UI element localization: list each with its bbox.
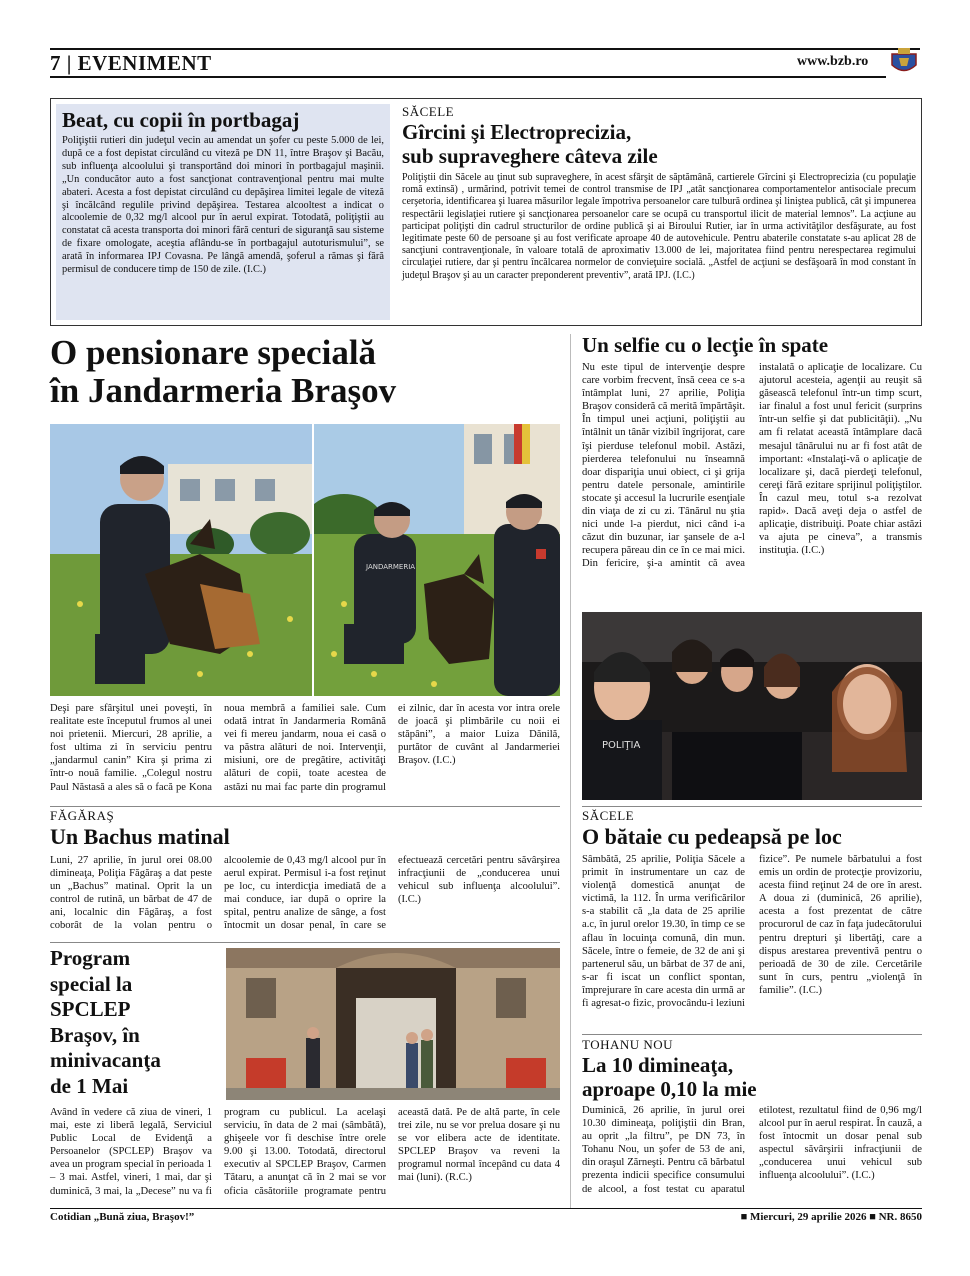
article-spclep-title	[50, 946, 222, 1102]
article-tohanu-body: Duminică, 26 aprilie, în jurul orei 10.30 dimineaţa, poliţiştii din Bran, au oprit „la filtru”, pe DN 73, în Tohanu Nou, un şofer de 53 de ani, din oraşul Zărneşti. Pentru că bărbatul prezenta indicii specifice consumului de alcool, a fost testat cu aparatul etilotest, rezultatul fiind de 0,96 mg/l alcool pur în aerul respirat. În cauză, a fost întocmit un dosar penal sub aspectul săvârşirii infracţiunii de „conducerea unui vehicul sub influenţa alcoolului”. (I.C.)	[582, 1105, 922, 1195]
section-rule-tohanu	[582, 1034, 922, 1035]
article-pensionare-body: Deşi pare sfârşitul unei poveşti, în realitate este începutul frumos al unei noi prietenii. Miercuri, 28 aprilie, a fost ultima zi în serviciu pentru „jandarmul canin” Kira şi prima zi într-o nouă familie. „Colegul nostru Paul Năstasă a ales să o facă pe Kona noua membră a familiei sale. Cum odată intrat în Jandarmeria Română vei fi mereu jandarm, noua ei casă o va păstra alături de noi. Intervenţii, misiuni, ore de pregătire, activităţi alături de copii, toate acestea de astăzi nu mai fac parte din programul ei zilnic, dar în acesta vor intra orele de joacă şi plimbările cu noii ei stăpâni”, a maior Luiza Dănilă, purtător de cuvânt al Jandarmeriei Braşov. (I.C.)	[50, 703, 560, 793]
article-selfie-body: Nu este tipul de intervenţie despre care vorbim frecvent, însă ceea ce s-a întâmplat luni, 27 aprilie, Poliţia Braşov consideră că merită împărtăşit. În timpul unei acţiuni, poliţiştii au întâlnit un tânăr vizibil îngrijorat, care îşi pierduse telefonul mobil. Astăzi, pierderea telefonului nu înseamnă doar dispariţia unui obiect, ci şi grija pentru datele personale, amintirile stocate şi accesul la lucrurile esenţiale din viaţa de zi cu zi. Tânărul nu ştia nici unde l-a pierdut, nici când i-a căzut din buzunar, iar şansele de a-l recupera păreau din ce în ce mai mici. Din fericire, şi-a amintit că avea instalată o aplicaţie de localizare. Cu ajutorul acesteia, agenţii au reuşit să găsească telefonul într-un timp scurt, iar finalul a fost unul fericit (surprins într-un selfie şi dat publicităţii). „Nu am fi relatat această întâmplare dacă mesajul tânărului nu ar fi fost atât de important: «Instalaţi-vă o aplicaţie de localizare şi, dacă pierdeţi telefonul, cereţi fără ezitare sprijinul poliţiştilor. În cazul meu, totul s-a rezolvat rapid». Dacă aveţi deja o astfel de aplicaţie, distribuiţi. Poate chiar astăzi va ajuta pe cineva”, a transmis instituţia. (I.C.)	[582, 362, 922, 570]
article-bachus-body: Luni, 27 aprilie, în jurul orei 08.00 dimineaţa, Poliţia Făgăraş a dat peste un „Bachus” matinal. Oprit la un control de rutină, un bărbat de 47 de ani, localnic din Făgăraş, a fost coborât de la volan pentru o alcoolemie de 0,43 mg/l alcool pur în aerul expirat. Permisul i-a fost reţinut pe loc, cu interdicţia imediată de a mai conduce, iar după o oprire la spital, pentru analize de sânge, a fost întocmit un dosar penal, în care se efectuează cercetări pentru săvârşirea infracţiunii de „conducerea unui vehicul sub influenţa alcoolului”. (I.C.)	[50, 855, 560, 932]
article-bataie-kicker: SĂCELE	[582, 808, 635, 823]
page-header	[50, 48, 920, 78]
spclep-title-line-1: Program	[50, 946, 131, 970]
article-garcini-title-line2: sub supraveghere câteva zile	[402, 144, 658, 168]
website-url[interactable]: www.bzb.ro	[797, 54, 869, 69]
article-tohanu	[582, 1037, 922, 1207]
article-selfie	[582, 332, 922, 606]
page-number: 7	[50, 51, 61, 75]
coat-of-arms-logo	[888, 48, 920, 76]
column-divider-right	[570, 334, 571, 1208]
footer-rule	[50, 1208, 922, 1209]
photo-vest-label: POLIŢIA	[602, 740, 641, 751]
article-bachus-title: Un Bachus matinal	[50, 824, 230, 849]
police-selfie-photo	[582, 612, 922, 800]
article-tohanu-title-line1: La 10 dimineaţa,	[582, 1053, 734, 1077]
section-rule-spclep	[50, 942, 560, 943]
article-selfie-title: Un selfie cu o lecţie în spate	[582, 333, 829, 357]
article-beat-title: Beat, cu copii în portbagaj	[62, 108, 300, 132]
jandarmerie-dog-photo-right	[314, 424, 560, 696]
article-bataie-title: O bătaie cu pedeapsă pe loc	[582, 824, 842, 849]
article-tohanu-title-line2: aproape 0,10 la mie	[582, 1077, 757, 1101]
article-garcini-body: Poliţiştii din Săcele au ţinut sub supraveghere, în acest sfârşit de săptămână, cartierele Gîrcini şi Electroprecizia (cu populaţie romă extinsă) , urmărind, potrivit temei de control transmise de IPJ „atât sancţionarea comportamentelor antisociale precum cerşetoria, identificarea şi luarea măsurilor legale împotriva persoanelor care tulbură ordinea şi liniştea publică, cât şi impunerea respectării legislaţiei rutiere şi sancţionarea persoanelor care se ocupă cu transportul ilicit de material lemnos”. La acţiune au participat poliţişti din cadrul structurilor de ordine publică şi ai Biroului Rutier, iar în urma activităţilor desfăşurate, au fost legitimate peste 60 de persoane şi au fost verificate aproape 40 de autovehicule. Pentru abaterile constatate s-au aplicat 28 de sancţiuni contravenţionale, în valoare totală de aproximativ 13.000 de lei, majoritatea fiind pentru nerespectarea regimului circulaţiei rutiere, dar şi pentru încălcarea normelor de convieţuire socială. „Astfel de acţiuni se desfăşoară în mod constant în judeţul Braşov şi au un caracter preponderent preventiv”, arată IPJ. (I.C.)	[402, 172, 916, 281]
article-bachus-kicker: FĂGĂRAŞ	[50, 808, 115, 823]
spclep-title-line-3: SPCLEP	[50, 997, 131, 1021]
article-spclep-body: Având în vedere că ziua de vineri, 1 mai, este zi liberă legală, Serviciul Public Local de Evidenţă a Persoanelor (SPCLEP) Braşov va avea un program special în perioada 1 – 3 mai. Astfel, vineri, 1 mai, dar şi duminică, 3 mai, la „Decese” nu va fi program cu publicul. La acelaşi serviciu, în data de 2 mai (sâmbătă), ghişeele vor fi deschise între orele 9.00 şi 13.00. Totodată, directorul executiv al SPCLEP Braşov, Carmen Tătaru, a anunţat că în 2 mai se vor oficia căsătoriile programate pentru această dată. Pe de altă parte, în cele trei zile, nu se vor prelua dosare şi nu se vor elibera acte de identitate. SPCLEP Braşov va reveni la programul normal începând cu data 4 mai (luni). (R.C.)	[50, 1107, 560, 1197]
section-title: EVENIMENT	[77, 51, 212, 75]
page-number-section	[50, 51, 212, 76]
article-bachus	[50, 808, 560, 940]
article-garcini-kicker: SĂCELE	[402, 104, 455, 119]
section-rule-bataie	[582, 806, 922, 807]
article-tohanu-kicker: TOHANU NOU	[582, 1037, 674, 1052]
jandarmerie-dog-photo-left	[50, 424, 312, 696]
section-rule-bachus	[50, 806, 560, 807]
header-top-rule	[50, 48, 920, 50]
footer-publication: Cotidian „Bună ziua, Braşov!”	[50, 1211, 195, 1223]
spclep-title-line-2: special la	[50, 971, 133, 996]
spclep-building-photo	[226, 948, 560, 1100]
spclep-title-line-5: minivacanţa	[50, 1048, 161, 1072]
article-beat	[56, 104, 390, 320]
article-bataie	[582, 808, 922, 1030]
article-pensionare-title-line2: în Jandarmeria Braşov	[50, 371, 397, 410]
section-separator: |	[61, 51, 78, 75]
photo-uniform-label: JANDARMERIA	[366, 563, 416, 571]
article-garcini	[402, 104, 916, 320]
header-bottom-rule	[50, 76, 886, 78]
article-garcini-title-line1: Gîrcini şi Electroprecizia,	[402, 120, 632, 144]
article-pensionare-title-line1: O pensionare specială	[50, 333, 377, 372]
spclep-title-line-6: de 1 Mai	[50, 1073, 129, 1098]
spclep-title-line-4: Braşov, în	[50, 1022, 140, 1047]
footer-date-issue: ■ Miercuri, 29 aprilie 2026 ■ NR. 8650	[740, 1211, 922, 1223]
article-bataie-body: Sâmbătă, 25 aprilie, Poliţia Săcele a primit în instrumentare un caz de violenţă domestică anunţat de victimă, la 112. În urma verificărilor s-a stabilit că „la data de 25 aprilie a.c, în jurul orelor 19.30, în timp ce se aflau în locuinţa comună, din mun. Săcele, între o femeie, de 32 de ani şi partenerul său, un bărbat de 37 de ani, s-ar fi iscat un conflict spontan, împrejurare în care acesta din urmă ar fi agresat-o fizic, provocându-i leziuni fizice”. Pe numele bărbatului a fost emis un ordin de protecţie provizoriu, acesta fiind reţinut 24 de ore în arest. A doua zi (duminică, 26 aprilie), acesta a fost prezentat de către procurorul de caz în faţa judecătorului pentru drepturi şi libertăţi, care a dispus arestarea preventivă pentru o perioadă de 30 de zile. Cercetările sunt în curs, pentru „violenţă în familie”. (I.C.)	[582, 854, 922, 1010]
article-beat-body: Poliţiştii rutieri din judeţul vecin au amendat un şofer cu peste 5.000 de lei, după ce a fost depistat circulând cu viteză pe DN 11, între Braşov şi Bacău, sub influenţa alcoolului şi transportând doi minori în portbagajul maşinii. „Un conducător auto a fost sancţionat contravenţional pentru mai multe abateri. Acesta a fost depistat circulând cu depăşirea limitei legale de viteză şi încălcând regulile privind depăşirea. Testarea alcooltest a indicat o alcoolemie de 0,32 mg/l alcool pur în aerul expirat. Totodată, poliţiştii au constatat că acesta transporta doi minori fără centuri de siguranţă sau sisteme de fixare omologate, aceştia aflându-se în portbagajul autoturismului”, se arată în informarea IPJ Covasna. Pe lângă amendă, şoferul a rămas şi fără permisul de conducere timp de 150 de zile. (I.C.)	[62, 135, 384, 276]
